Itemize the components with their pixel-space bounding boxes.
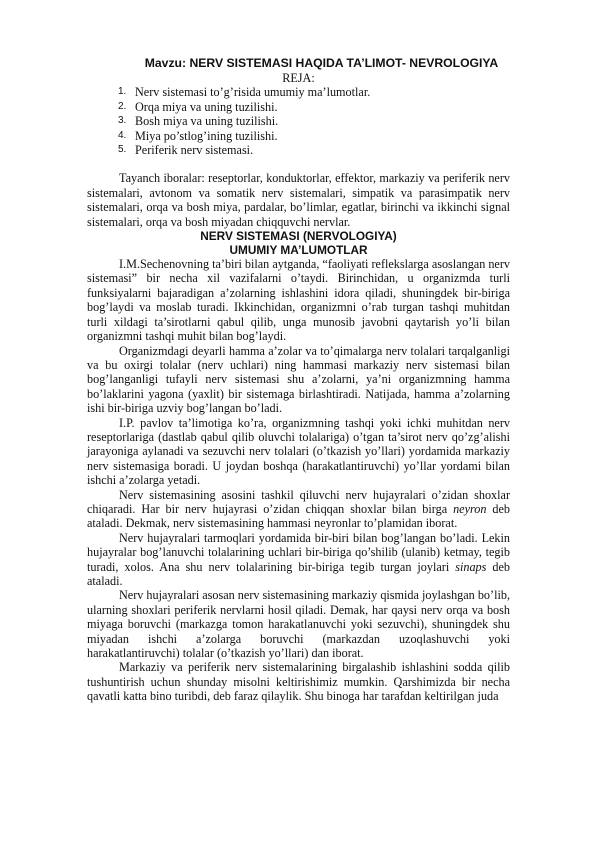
plan-item-text: Orqa miya va uning tuzilishi.: [135, 99, 278, 114]
body-text: Nerv hujayralari tarmoqlari yordamida bir-biri bilan bog’langan bo’ladi. Lekin hujayralar bog’lanuvchi tolalarining uchlari bir-biriga qo’shilib (ulanib) ketmay, tegib turadi, xolos. Ana shu nerv tolalarining bir-biriga tegib turgan joylari: [87, 530, 510, 574]
body-paragraph: [87, 531, 510, 589]
plan-item: [87, 129, 510, 143]
plan-item-text: Bosh miya va uning tuzilishi.: [135, 114, 279, 129]
plan-item-number: 4.: [118, 129, 127, 141]
section-heading: NERV SISTEMASI (NERVOLOGIYA): [200, 229, 397, 244]
plan-item-text: Nerv sistemasi to’g’risida umumiy ma’lumotlar.: [135, 85, 371, 100]
keywords-paragraph: Tayanch iboralar: reseptorlar, konduktorlar, effektor, markaziy va periferik nerv sistemalari, avtonom va somatik nerv sistemalari, simpatik va parasimpatik nerv sistemalari, orqa va bosh miya, pardalar, bo’limlar, egatlar, birinchi va ikkinchi signal sistemalari, orqa va bosh miyadan chiqquvchi nervlar.: [87, 171, 510, 229]
plan-item: [87, 143, 510, 157]
section-subheading: UMUMIY MA’LUMOTLAR: [229, 243, 368, 258]
plan-item-text: Miya po’stlog’ining tuzilishi.: [135, 128, 278, 143]
plan-item: [87, 85, 510, 99]
plan-list: [87, 85, 510, 157]
body-text: Nerv sistemasining asosini tashkil qiluvchi nerv hujayralari o’zidan shoxlar chiqaradi. Har bir nerv hujayrasi o’zidan chiqqan shoxlar bilan birga: [87, 487, 510, 516]
document-page: [87, 56, 510, 704]
body-paragraph: Organizmdagi deyarli hamma a’zolar va to’qimalarga nerv tolalari tarqalganligi va bu oxirgi tolalar (nerv uchlari) ning hammasi markaziy nerv sistemasi bilan bog’langanligi tufayli nerv sistemasi shu a’zolarni, ya’ni organizmning hamma bo’laklarini yagona (yaxlit) bir sistemaga birlashtiradi. Natijada, hamma a’zolarning ishi bir-biriga uzviy bog’langan bo’ladi.: [87, 343, 510, 416]
body-paragraph: I.P. pavlov ta’limotiga ko’ra, organizmning tashqi yoki ichki muhitdan nerv reseptorlariga (dastlab qabul qilib oluvchi tolalariga) o’tgan ta’sirot nerv qo’zg’alishi jarayoniga aylanadi va sezuvchi nerv tolalari (o’tkazish yo’llari) yordamida markaziy nerv sistemasiga boradi. U joydan boshqa (harakatlantiruvchi) yo’llar yordami bilan ishchi a’zolarga yetadi.: [87, 415, 510, 488]
term-neyron: neyron: [453, 501, 487, 516]
term-sinaps: sinaps: [455, 559, 487, 574]
body-text: deb ataladi.: [87, 559, 510, 588]
plan-item-number: 5.: [118, 144, 127, 156]
plan-item: [87, 100, 510, 114]
plan-item-number: 3.: [118, 115, 127, 127]
plan-item-text: Periferik nerv sistemasi.: [135, 143, 254, 158]
plan-title: REJA:: [282, 71, 315, 85]
body-paragraph: I.M.Sechenovning ta’biri bilan aytganda, “faoliyati reflekslarga asoslangan nerv sistemasi” bir necha xil vazifalarni o’taydi. Birinchidan, u organizmda turli funksiyalarni bajaradigan a’zolarning ishlashini idora qiladi, shuningdek bir-biriga bog’laydi va moslab turadi. Ikkinchidan, organizmni o’rab turgan tashqi muhitdan turli xildagi ta’sirotlarni qabul qilib, unga munosib javobni qaytarish yo’li bilan organizmni tashqi muhit bilan bog’laydi.: [87, 257, 510, 344]
plan-item: [87, 114, 510, 128]
body-text: deb ataladi. Dekmak, nerv sistemasining hammasi neyronlar to’plamidan iborat.: [87, 501, 511, 531]
plan-item-number: 2.: [118, 100, 127, 112]
document-topic: Mavzu: NERV SISTEMASI HAQIDA TA’LIMOT- NEVROLOGIYA: [144, 56, 499, 70]
body-paragraph: [87, 488, 510, 531]
plan-item-number: 1.: [118, 86, 127, 98]
body-paragraph: Markaziy va periferik nerv sistemalarining birgalashib ishlashini sodda qilib tushuntirish uchun shunday misolni keltirishimiz mumkin. Qarshimizda bir necha qavatli katta bino turibdi, deb faraz qilaylik. Shu binoga har tarafdan keltirilgan juda: [87, 660, 510, 704]
body-paragraph: Nerv hujayralari asosan nerv sistemasining markaziy qismida joylashgan bo’lib, ularning shoxlari periferik nervlarni hosil qiladi. Demak, har qaysi nerv orqa va bosh miyaga boruvchi (markazga tomon harakatlanuvchi yoki sezuvchi), shuningdek shu miyadan ishchi a’zolarga boruvchi (markazdan uzoqlashuvchi yoki harakatlantiruvchi) tolalar (o’tkazish yo’llari) dan iborat.: [87, 588, 510, 661]
